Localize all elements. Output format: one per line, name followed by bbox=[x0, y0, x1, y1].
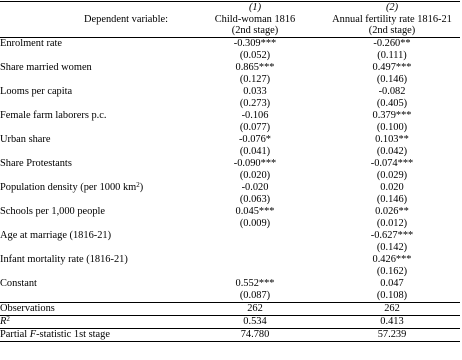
table-row-se bbox=[0, 146, 460, 158]
stat-label-f: F bbox=[29, 328, 37, 340]
coef-cell: 0.047 bbox=[380, 277, 404, 289]
se-cell: (0.087) bbox=[239, 289, 271, 301]
row-label: Schools per 1,000 people bbox=[0, 205, 106, 217]
stat-cell: 74.780 bbox=[186, 328, 324, 341]
row-label-superscript: 2 bbox=[136, 180, 140, 189]
coef-cell: -0.106 bbox=[241, 109, 269, 121]
table-row bbox=[0, 134, 460, 146]
coef-cell: 0.426*** bbox=[372, 253, 412, 265]
stat-label bbox=[0, 328, 186, 341]
stat-cell: 0.534 bbox=[186, 315, 324, 328]
coef-cell: -0.076* bbox=[238, 133, 272, 145]
table-row-se bbox=[0, 170, 460, 182]
table-row-se bbox=[0, 242, 460, 254]
se-cell: (0.029) bbox=[376, 169, 408, 181]
se-cell: (0.146) bbox=[376, 193, 408, 205]
se-cell: (0.146) bbox=[376, 73, 408, 85]
table-row-se bbox=[0, 194, 460, 206]
se-cell: (0.012) bbox=[376, 217, 408, 229]
coef-cell: 0.020 bbox=[380, 181, 404, 193]
row-label: Age at marriage (1816-21) bbox=[0, 229, 112, 241]
se-cell: (0.273) bbox=[239, 97, 271, 109]
column-1-number: (1) bbox=[186, 2, 324, 14]
se-cell bbox=[186, 242, 324, 254]
column-2-stage: (2nd stage) bbox=[368, 25, 416, 36]
coef-cell: -0.020 bbox=[241, 181, 269, 193]
se-cell: (0.111) bbox=[377, 49, 407, 61]
se-cell: (0.009) bbox=[239, 217, 271, 229]
header-row-stage bbox=[0, 25, 460, 37]
coef-cell: 0.865*** bbox=[235, 61, 275, 73]
table-row-se bbox=[0, 218, 460, 230]
coef-cell: -0.082 bbox=[378, 85, 406, 97]
coef-cell: 0.379*** bbox=[372, 109, 412, 121]
column-2-name: Annual fertility rate 1816-21 bbox=[332, 13, 452, 25]
table-row bbox=[0, 62, 460, 74]
coef-cell: 0.033 bbox=[243, 85, 267, 97]
stat-label-prefix: Partial bbox=[0, 328, 30, 340]
row-label-prefix: Population density (per 1000 km bbox=[0, 181, 137, 193]
stat-label: Observations bbox=[0, 302, 186, 315]
se-cell: (0.020) bbox=[239, 169, 271, 181]
se-cell: (0.162) bbox=[376, 265, 408, 277]
table-row-se bbox=[0, 266, 460, 278]
stat-cell: 57.239 bbox=[324, 328, 460, 341]
table-row-se bbox=[0, 74, 460, 86]
stats-row-partial-f bbox=[0, 328, 460, 341]
stat-label-suffix: -statistic 1st stage bbox=[36, 328, 110, 340]
coef-cell bbox=[186, 230, 324, 242]
table-row-se bbox=[0, 290, 460, 303]
stats-row-r2 bbox=[0, 315, 460, 328]
se-cell: (0.077) bbox=[239, 121, 271, 133]
dependent-variable-label: Dependent variable: bbox=[84, 13, 168, 25]
regression-table bbox=[0, 1, 460, 342]
table-row bbox=[0, 110, 460, 122]
row-label: Infant mortality rate (1816-21) bbox=[0, 253, 128, 265]
coef-cell: 0.552*** bbox=[235, 277, 275, 289]
stats-row-observations bbox=[0, 302, 460, 315]
se-cell: (0.405) bbox=[376, 97, 408, 109]
se-cell: (0.108) bbox=[376, 289, 408, 301]
column-2-number: (2) bbox=[324, 2, 460, 14]
se-cell: (0.042) bbox=[376, 145, 408, 157]
se-cell bbox=[186, 266, 324, 278]
row-label: Constant bbox=[0, 277, 37, 289]
table-row-se bbox=[0, 50, 460, 62]
coef-cell: -0.090*** bbox=[233, 157, 277, 169]
row-label: Female farm laborers p.c. bbox=[0, 109, 107, 121]
se-cell: (0.063) bbox=[239, 193, 271, 205]
row-label bbox=[0, 182, 186, 194]
coef-cell: 0.497*** bbox=[372, 61, 412, 73]
header-row-number bbox=[0, 2, 460, 14]
table-row bbox=[0, 182, 460, 194]
table-row bbox=[0, 86, 460, 98]
row-label: Urban share bbox=[0, 133, 51, 145]
table-row bbox=[0, 278, 460, 290]
row-label: Enrolment rate bbox=[0, 37, 186, 50]
column-1-name: Child-woman 1816 bbox=[214, 13, 296, 25]
se-cell: (0.127) bbox=[239, 73, 271, 85]
table-row bbox=[0, 37, 460, 50]
coef-cell bbox=[186, 254, 324, 266]
row-label: Share married women bbox=[0, 61, 92, 73]
se-cell: (0.041) bbox=[239, 145, 271, 157]
stat-label-superscript: 2 bbox=[6, 314, 10, 323]
stat-label-r: R bbox=[0, 315, 7, 327]
row-label: Share Protestants bbox=[0, 157, 72, 169]
stat-label bbox=[0, 315, 186, 328]
table-row bbox=[0, 206, 460, 218]
coef-cell: 0.103** bbox=[375, 133, 409, 145]
coef-cell: 0.026** bbox=[375, 205, 409, 217]
stat-cell: 262 bbox=[324, 302, 460, 315]
coef-cell: -0.627*** bbox=[370, 229, 414, 241]
se-cell: (0.100) bbox=[376, 121, 408, 133]
table-row bbox=[0, 230, 460, 242]
se-cell: (0.142) bbox=[376, 241, 408, 253]
stat-cell: 262 bbox=[186, 302, 324, 315]
table-row-se bbox=[0, 98, 460, 110]
stat-cell: 0.413 bbox=[324, 315, 460, 328]
coef-cell: 0.045*** bbox=[235, 205, 275, 217]
coef-cell: -0.260** bbox=[324, 37, 460, 50]
row-label-suffix: ) bbox=[139, 181, 144, 193]
table-row-se bbox=[0, 122, 460, 134]
table-row bbox=[0, 158, 460, 170]
table-row bbox=[0, 254, 460, 266]
coef-cell: -0.074*** bbox=[370, 157, 414, 169]
row-label: Looms per capita bbox=[0, 85, 73, 97]
column-1-stage: (2nd stage) bbox=[231, 25, 279, 36]
coef-cell: -0.309*** bbox=[186, 37, 324, 50]
se-cell: (0.052) bbox=[239, 49, 271, 61]
header-row-name bbox=[0, 14, 460, 26]
